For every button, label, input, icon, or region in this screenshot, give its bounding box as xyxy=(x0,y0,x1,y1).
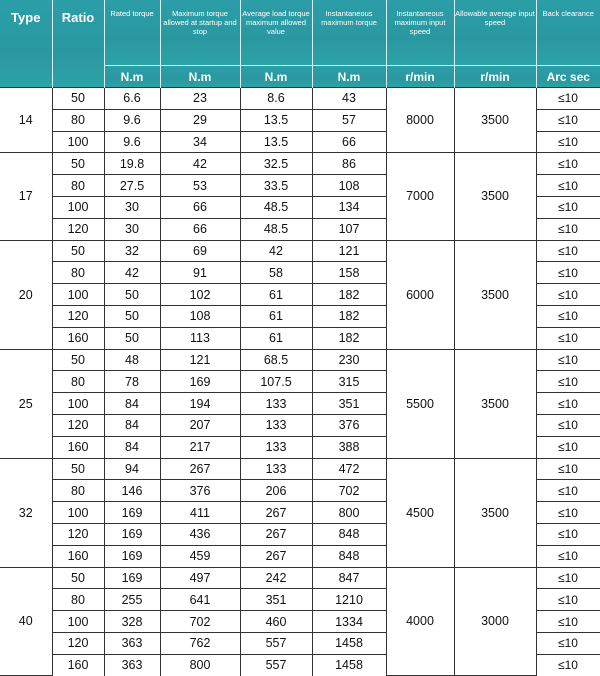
header-inst-max-speed: Instantaneous maximum input speed xyxy=(386,0,454,66)
allow-avg-speed-cell: 3500 xyxy=(454,349,536,458)
rated-torque-cell: 328 xyxy=(104,611,160,633)
avg-load-torque-cell: 8.6 xyxy=(240,88,312,110)
ratio-cell: 100 xyxy=(52,502,104,524)
ratio-cell: 50 xyxy=(52,240,104,262)
table-body xyxy=(0,88,600,676)
avg-load-torque-cell: 133 xyxy=(240,414,312,436)
max-torque-cell: 66 xyxy=(160,218,240,240)
rated-torque-cell: 30 xyxy=(104,218,160,240)
max-torque-cell: 91 xyxy=(160,262,240,284)
unit-max-torque: N.m xyxy=(160,66,240,88)
max-torque-cell: 376 xyxy=(160,480,240,502)
max-torque-cell: 459 xyxy=(160,545,240,567)
rated-torque-cell: 48 xyxy=(104,349,160,371)
ratio-cell: 50 xyxy=(52,88,104,110)
back-clearance-cell: ≤10 xyxy=(536,611,600,633)
type-cell: 25 xyxy=(0,349,52,458)
allow-avg-speed-cell: 3500 xyxy=(454,153,536,240)
back-clearance-cell: ≤10 xyxy=(536,88,600,110)
ratio-cell: 120 xyxy=(52,632,104,654)
ratio-cell: 80 xyxy=(52,371,104,393)
back-clearance-cell: ≤10 xyxy=(536,218,600,240)
rated-torque-cell: 78 xyxy=(104,371,160,393)
header-inst-max-torque: Instantaneous maximum torque xyxy=(312,0,386,66)
inst-max-torque-cell: 86 xyxy=(312,153,386,175)
table-row xyxy=(0,567,600,589)
ratio-cell: 80 xyxy=(52,589,104,611)
avg-load-torque-cell: 61 xyxy=(240,284,312,306)
header-ratio: Ratio xyxy=(52,0,104,88)
rated-torque-cell: 50 xyxy=(104,327,160,349)
back-clearance-cell: ≤10 xyxy=(536,371,600,393)
rated-torque-cell: 19.8 xyxy=(104,153,160,175)
inst-max-torque-cell: 182 xyxy=(312,284,386,306)
ratio-cell: 100 xyxy=(52,393,104,415)
avg-load-torque-cell: 33.5 xyxy=(240,175,312,197)
rated-torque-cell: 169 xyxy=(104,502,160,524)
header-avg-load-torque: Average load torque maximum allowed value xyxy=(240,0,312,66)
table-row xyxy=(0,458,600,480)
max-torque-cell: 411 xyxy=(160,502,240,524)
rated-torque-cell: 6.6 xyxy=(104,88,160,110)
unit-allow-avg-speed: r/min xyxy=(454,66,536,88)
rated-torque-cell: 169 xyxy=(104,523,160,545)
inst-max-torque-cell: 472 xyxy=(312,458,386,480)
back-clearance-cell: ≤10 xyxy=(536,502,600,524)
allow-avg-speed-cell: 3500 xyxy=(454,240,536,349)
back-clearance-cell: ≤10 xyxy=(536,196,600,218)
back-clearance-cell: ≤10 xyxy=(536,131,600,153)
back-clearance-cell: ≤10 xyxy=(536,436,600,458)
type-cell: 20 xyxy=(0,240,52,349)
inst-max-torque-cell: 134 xyxy=(312,196,386,218)
ratio-cell: 100 xyxy=(52,611,104,633)
max-torque-cell: 53 xyxy=(160,175,240,197)
rated-torque-cell: 9.6 xyxy=(104,109,160,131)
back-clearance-cell: ≤10 xyxy=(536,305,600,327)
avg-load-torque-cell: 13.5 xyxy=(240,131,312,153)
header-back-clearance: Back clearance xyxy=(536,0,600,66)
unit-rated-torque: N.m xyxy=(104,66,160,88)
avg-load-torque-cell: 68.5 xyxy=(240,349,312,371)
rated-torque-cell: 50 xyxy=(104,305,160,327)
max-torque-cell: 102 xyxy=(160,284,240,306)
inst-max-torque-cell: 66 xyxy=(312,131,386,153)
header-allow-avg-speed: Allowable average input speed xyxy=(454,0,536,66)
ratio-cell: 80 xyxy=(52,262,104,284)
avg-load-torque-cell: 460 xyxy=(240,611,312,633)
ratio-cell: 50 xyxy=(52,567,104,589)
max-torque-cell: 207 xyxy=(160,414,240,436)
inst-max-torque-cell: 182 xyxy=(312,327,386,349)
max-torque-cell: 66 xyxy=(160,196,240,218)
avg-load-torque-cell: 267 xyxy=(240,545,312,567)
avg-load-torque-cell: 133 xyxy=(240,393,312,415)
rated-torque-cell: 32 xyxy=(104,240,160,262)
back-clearance-cell: ≤10 xyxy=(536,393,600,415)
back-clearance-cell: ≤10 xyxy=(536,589,600,611)
unit-inst-max-torque: N.m xyxy=(312,66,386,88)
ratio-cell: 50 xyxy=(52,458,104,480)
inst-max-torque-cell: 376 xyxy=(312,414,386,436)
avg-load-torque-cell: 48.5 xyxy=(240,196,312,218)
avg-load-torque-cell: 32.5 xyxy=(240,153,312,175)
avg-load-torque-cell: 206 xyxy=(240,480,312,502)
inst-max-torque-cell: 107 xyxy=(312,218,386,240)
ratio-cell: 80 xyxy=(52,109,104,131)
avg-load-torque-cell: 351 xyxy=(240,589,312,611)
avg-load-torque-cell: 107.5 xyxy=(240,371,312,393)
rated-torque-cell: 169 xyxy=(104,567,160,589)
max-torque-cell: 641 xyxy=(160,589,240,611)
avg-load-torque-cell: 58 xyxy=(240,262,312,284)
avg-load-torque-cell: 267 xyxy=(240,502,312,524)
inst-max-torque-cell: 351 xyxy=(312,393,386,415)
max-torque-cell: 497 xyxy=(160,567,240,589)
back-clearance-cell: ≤10 xyxy=(536,545,600,567)
rated-torque-cell: 50 xyxy=(104,284,160,306)
avg-load-torque-cell: 48.5 xyxy=(240,218,312,240)
rated-torque-cell: 363 xyxy=(104,654,160,675)
back-clearance-cell: ≤10 xyxy=(536,654,600,675)
max-torque-cell: 702 xyxy=(160,611,240,633)
avg-load-torque-cell: 42 xyxy=(240,240,312,262)
rated-torque-cell: 42 xyxy=(104,262,160,284)
avg-load-torque-cell: 557 xyxy=(240,632,312,654)
back-clearance-cell: ≤10 xyxy=(536,523,600,545)
back-clearance-cell: ≤10 xyxy=(536,349,600,371)
max-torque-cell: 169 xyxy=(160,371,240,393)
back-clearance-cell: ≤10 xyxy=(536,567,600,589)
inst-max-torque-cell: 847 xyxy=(312,567,386,589)
inst-max-torque-cell: 1458 xyxy=(312,654,386,675)
ratio-cell: 160 xyxy=(52,654,104,675)
inst-max-torque-cell: 1334 xyxy=(312,611,386,633)
max-torque-cell: 34 xyxy=(160,131,240,153)
inst-max-torque-cell: 57 xyxy=(312,109,386,131)
max-torque-cell: 69 xyxy=(160,240,240,262)
allow-avg-speed-cell: 3500 xyxy=(454,88,536,153)
avg-load-torque-cell: 133 xyxy=(240,458,312,480)
inst-max-speed-cell: 5500 xyxy=(386,349,454,458)
avg-load-torque-cell: 61 xyxy=(240,305,312,327)
avg-load-torque-cell: 557 xyxy=(240,654,312,675)
ratio-cell: 80 xyxy=(52,175,104,197)
inst-max-torque-cell: 315 xyxy=(312,371,386,393)
allow-avg-speed-cell: 3000 xyxy=(454,567,536,675)
inst-max-torque-cell: 1458 xyxy=(312,632,386,654)
avg-load-torque-cell: 61 xyxy=(240,327,312,349)
inst-max-torque-cell: 848 xyxy=(312,523,386,545)
ratio-cell: 160 xyxy=(52,436,104,458)
ratio-cell: 50 xyxy=(52,153,104,175)
type-cell: 32 xyxy=(0,458,52,567)
back-clearance-cell: ≤10 xyxy=(536,153,600,175)
rated-torque-cell: 30 xyxy=(104,196,160,218)
avg-load-torque-cell: 133 xyxy=(240,436,312,458)
table-row xyxy=(0,153,600,175)
avg-load-torque-cell: 242 xyxy=(240,567,312,589)
back-clearance-cell: ≤10 xyxy=(536,240,600,262)
max-torque-cell: 762 xyxy=(160,632,240,654)
ratio-cell: 100 xyxy=(52,196,104,218)
rated-torque-cell: 363 xyxy=(104,632,160,654)
inst-max-speed-cell: 8000 xyxy=(386,88,454,153)
ratio-cell: 160 xyxy=(52,327,104,349)
ratio-cell: 50 xyxy=(52,349,104,371)
allow-avg-speed-cell: 3500 xyxy=(454,458,536,567)
inst-max-speed-cell: 4000 xyxy=(386,567,454,675)
max-torque-cell: 29 xyxy=(160,109,240,131)
max-torque-cell: 436 xyxy=(160,523,240,545)
inst-max-torque-cell: 182 xyxy=(312,305,386,327)
unit-back-clearance: Arc sec xyxy=(536,66,600,88)
inst-max-speed-cell: 6000 xyxy=(386,240,454,349)
header-rated-torque: Rated torque xyxy=(104,0,160,66)
rated-torque-cell: 255 xyxy=(104,589,160,611)
header-type: Type xyxy=(0,0,52,88)
rated-torque-cell: 94 xyxy=(104,458,160,480)
ratio-cell: 120 xyxy=(52,305,104,327)
inst-max-torque-cell: 108 xyxy=(312,175,386,197)
inst-max-torque-cell: 1210 xyxy=(312,589,386,611)
rated-torque-cell: 146 xyxy=(104,480,160,502)
max-torque-cell: 42 xyxy=(160,153,240,175)
inst-max-torque-cell: 230 xyxy=(312,349,386,371)
inst-max-torque-cell: 388 xyxy=(312,436,386,458)
ratio-cell: 120 xyxy=(52,414,104,436)
inst-max-speed-cell: 7000 xyxy=(386,153,454,240)
max-torque-cell: 23 xyxy=(160,88,240,110)
inst-max-torque-cell: 848 xyxy=(312,545,386,567)
back-clearance-cell: ≤10 xyxy=(536,262,600,284)
max-torque-cell: 800 xyxy=(160,654,240,675)
back-clearance-cell: ≤10 xyxy=(536,458,600,480)
back-clearance-cell: ≤10 xyxy=(536,632,600,654)
inst-max-torque-cell: 43 xyxy=(312,88,386,110)
ratio-cell: 80 xyxy=(52,480,104,502)
max-torque-cell: 217 xyxy=(160,436,240,458)
unit-avg-load-torque: N.m xyxy=(240,66,312,88)
table-row xyxy=(0,349,600,371)
rated-torque-cell: 84 xyxy=(104,414,160,436)
ratio-cell: 100 xyxy=(52,131,104,153)
ratio-cell: 160 xyxy=(52,545,104,567)
unit-inst-max-speed: r/min xyxy=(386,66,454,88)
rated-torque-cell: 169 xyxy=(104,545,160,567)
inst-max-torque-cell: 800 xyxy=(312,502,386,524)
max-torque-cell: 108 xyxy=(160,305,240,327)
avg-load-torque-cell: 267 xyxy=(240,523,312,545)
max-torque-cell: 267 xyxy=(160,458,240,480)
back-clearance-cell: ≤10 xyxy=(536,414,600,436)
rated-torque-cell: 84 xyxy=(104,436,160,458)
max-torque-cell: 113 xyxy=(160,327,240,349)
ratio-cell: 120 xyxy=(52,218,104,240)
max-torque-cell: 194 xyxy=(160,393,240,415)
back-clearance-cell: ≤10 xyxy=(536,109,600,131)
ratio-cell: 120 xyxy=(52,523,104,545)
table-row xyxy=(0,240,600,262)
type-cell: 40 xyxy=(0,567,52,675)
back-clearance-cell: ≤10 xyxy=(536,327,600,349)
inst-max-speed-cell: 4500 xyxy=(386,458,454,567)
back-clearance-cell: ≤10 xyxy=(536,175,600,197)
type-cell: 14 xyxy=(0,88,52,153)
max-torque-cell: 121 xyxy=(160,349,240,371)
avg-load-torque-cell: 13.5 xyxy=(240,109,312,131)
header-max-torque: Maximum torque allowed at startup and stop xyxy=(160,0,240,66)
back-clearance-cell: ≤10 xyxy=(536,480,600,502)
inst-max-torque-cell: 702 xyxy=(312,480,386,502)
rated-torque-cell: 27.5 xyxy=(104,175,160,197)
type-cell: 17 xyxy=(0,153,52,240)
rated-torque-cell: 9.6 xyxy=(104,131,160,153)
back-clearance-cell: ≤10 xyxy=(536,284,600,306)
table-row xyxy=(0,88,600,110)
rated-torque-cell: 84 xyxy=(104,393,160,415)
inst-max-torque-cell: 158 xyxy=(312,262,386,284)
inst-max-torque-cell: 121 xyxy=(312,240,386,262)
ratio-cell: 100 xyxy=(52,284,104,306)
